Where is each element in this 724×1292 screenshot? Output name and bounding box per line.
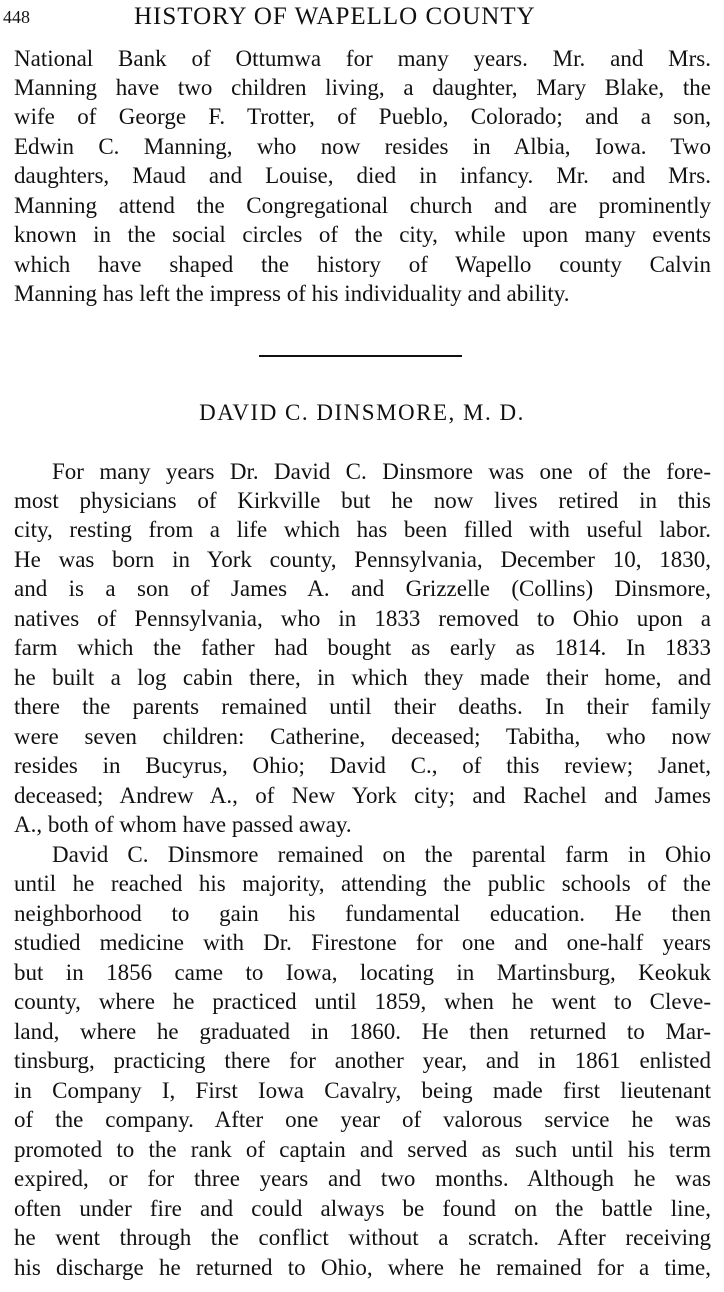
- text-line: daughters, Maud and Louise, died in infancy. Mr. and Mrs.: [14, 163, 711, 188]
- text-line: he built a log cabin there, in which they made their home, and: [14, 665, 711, 690]
- text-line: resides in Bucyrus, Ohio; David C., of this review; Janet,: [14, 753, 711, 778]
- text-line: of the company. After one year of valorous service he was: [14, 1107, 711, 1132]
- text-line: wife of George F. Trotter, of Pueblo, Colorado; and a son,: [14, 104, 711, 129]
- text-line: land, where he graduated in 1860. He then returned to Mar-: [14, 1019, 711, 1044]
- text-line: county, where he practiced until 1859, when he went to Cleve-: [14, 989, 711, 1014]
- text-line: were seven children: Catherine, deceased; Tabitha, who now: [14, 724, 711, 749]
- page-number: 448: [3, 7, 30, 27]
- text-line: known in the social circles of the city, while upon many events: [14, 222, 711, 247]
- text-line: often under fire and could always be found on the battle line,: [14, 1196, 711, 1221]
- text-line: Manning have two children living, a daughter, Mary Blake, the: [14, 75, 711, 100]
- text-line: city, resting from a life which has been filled with useful labor.: [14, 517, 711, 542]
- text-line: there the parents remained until their deaths. In their family: [14, 694, 711, 719]
- text-line: in Company I, First Iowa Cavalry, being made first lieutenant: [14, 1078, 711, 1103]
- text-line: He was born in York county, Pennsylvania, December 10, 1830,: [14, 547, 711, 572]
- text-line: his discharge he returned to Ohio, where he remained for a time,: [14, 1255, 711, 1280]
- text-line: A., both of whom have passed away.: [14, 812, 352, 837]
- text-line: most physicians of Kirkville but he now lives retired in this: [14, 488, 711, 513]
- text-line: which have shaped the history of Wapello county Calvin: [14, 252, 711, 277]
- text-line: studied medicine with Dr. Firestone for one and one-half years: [14, 930, 711, 955]
- text-line: farm which the father had bought as early as 1814. In 1833: [14, 635, 711, 660]
- text-line: tinsburg, practicing there for another year, and in 1861 enlisted: [14, 1048, 711, 1073]
- section-title: DAVID C. DINSMORE, M. D.: [199, 400, 525, 425]
- text-line: For many years Dr. David C. Dinsmore was one of the fore-: [52, 459, 711, 484]
- text-line: David C. Dinsmore remained on the parental farm in Ohio: [52, 842, 711, 867]
- section-divider: [259, 355, 462, 357]
- text-line: promoted to the rank of captain and served as such until his term: [14, 1137, 711, 1162]
- running-head: [0, 2, 724, 32]
- text-line: National Bank of Ottumwa for many years. Mr. and Mrs.: [14, 46, 711, 71]
- text-line: and is a son of James A. and Grizzelle (Collins) Dinsmore,: [14, 576, 711, 601]
- text-line: Edwin C. Manning, who now resides in Albia, Iowa. Two: [14, 134, 711, 159]
- text-line: until he reached his majority, attending the public schools of the: [14, 871, 711, 896]
- text-line: neighborhood to gain his fundamental education. He then: [14, 901, 711, 926]
- text-line: deceased; Andrew A., of New York city; and Rachel and James: [14, 783, 711, 808]
- text-line: Manning has left the impress of his individuality and ability.: [14, 281, 570, 306]
- text-line: natives of Pennsylvania, who in 1833 removed to Ohio upon a: [14, 606, 711, 631]
- text-line: but in 1856 came to Iowa, locating in Martinsburg, Keokuk: [14, 960, 711, 985]
- text-line: Manning attend the Congregational church and are prominently: [14, 193, 711, 218]
- running-head-title: HISTORY OF WAPELLO COUNTY: [134, 3, 536, 30]
- text-line: expired, or for three years and two months. Although he was: [14, 1166, 711, 1191]
- text-line: he went through the conflict without a scratch. After receiving: [14, 1225, 711, 1250]
